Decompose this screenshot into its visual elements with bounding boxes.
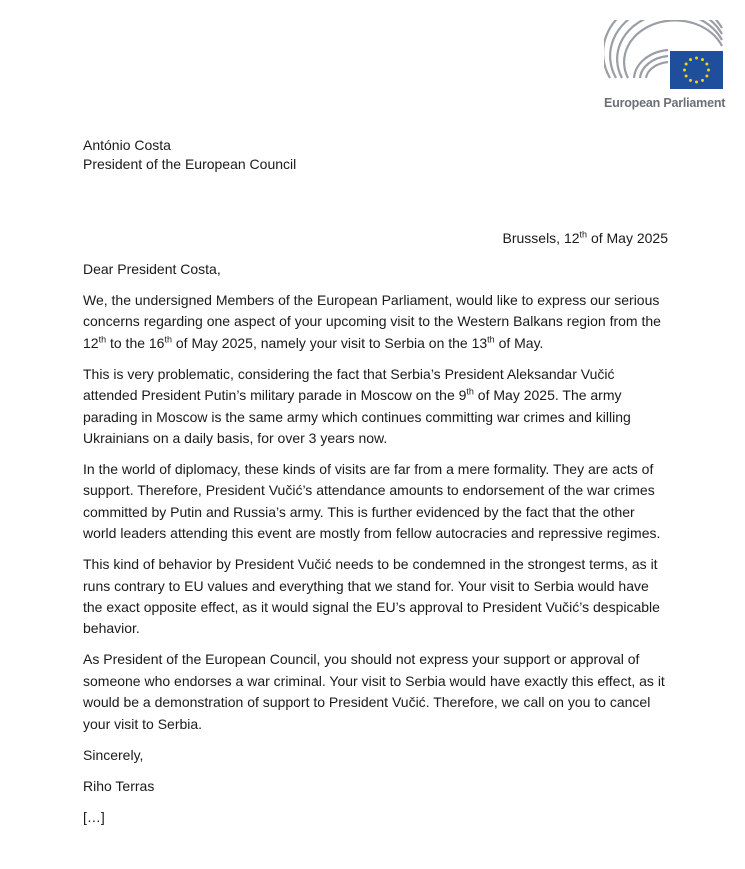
ordinal-sup: th xyxy=(487,334,495,345)
signature: Riho Terras xyxy=(83,777,155,794)
eu-star-icon xyxy=(689,79,692,82)
paragraph-1-text: We, the undersigned Members of the European Parliament, would like to express our serious concerns regarding one aspect of your upcoming visit to the Western Balkans region from the 12 xyxy=(83,292,661,351)
letter-date xyxy=(503,228,669,249)
eu-star-icon xyxy=(705,63,708,66)
closing: Sincerely, xyxy=(83,746,144,763)
logo-text: European Parliament xyxy=(604,96,726,110)
eu-star-icon xyxy=(695,57,698,60)
paragraph-5: As President of the European Council, you should not express your support or approval of someone who endorses a war criminal. Your visit to Serbia would have exactly this effect, as it would be a demonstration of support to President Vučić. Therefore, we call on you to cancel your visit to Serbia. xyxy=(83,651,665,732)
eu-star-icon xyxy=(683,69,686,72)
recipient-name: António Costa xyxy=(83,137,171,153)
paragraph-3: In the world of diplomacy, these kinds of visits are far from a mere formality. They are acts of support. Therefore, President Vučić’s attendance amounts to endorsement of the war crimes committed by Putin and Russia’s army. This is further evidenced by the fact that the other world leaders attending this event are mostly from fellow autocracies and repressive regimes. xyxy=(83,461,661,542)
eu-star-icon xyxy=(707,69,710,72)
paragraph-1-text: to the 16 xyxy=(106,334,165,351)
paragraph-4: This kind of behavior by President Vučić needs to be condemned in the strongest terms, as it runs contrary to EU values and everything that we stand for. Your visit to Serbia would have the exact opposite effect, as it would signal the EU’s approval to President Vučić’s despicable behavior. xyxy=(83,556,660,637)
paragraph-2-text: of May 2025. The army parading in Moscow is the same army which continues committing war crimes and killing Ukrainians on a daily basis, for over 3 years now. xyxy=(83,387,631,447)
salutation: Dear President Costa, xyxy=(83,261,221,277)
ordinal-sup: th xyxy=(98,334,107,345)
paragraph-1 xyxy=(83,290,669,354)
eu-star-icon xyxy=(701,58,704,61)
eu-star-icon xyxy=(695,81,698,84)
eu-star-icon xyxy=(685,63,688,66)
ordinal-sup: th xyxy=(466,386,474,397)
eu-star-icon xyxy=(701,79,704,82)
paragraph-2-text: This is very problematic, considering the fact that Serbia’s President Aleksandar Vučić attended President Putin’s military parade in Moscow on the 9 xyxy=(83,365,615,404)
date-prefix: Brussels, 12 xyxy=(502,230,580,246)
recipient-title: President of the European Council xyxy=(83,156,297,172)
recipient-block xyxy=(83,136,296,174)
ordinal-sup: th xyxy=(164,334,172,345)
paragraph-1-text: of May. xyxy=(494,334,544,351)
letter-body xyxy=(83,259,669,838)
eu-star-icon xyxy=(685,75,688,78)
paragraph-2 xyxy=(83,364,669,450)
date-ordinal: th xyxy=(579,229,588,240)
eu-star-icon xyxy=(689,58,692,61)
parliament-hemicycle-icon xyxy=(604,20,726,96)
date-suffix: of May 2025 xyxy=(587,230,668,246)
eu-star-icon xyxy=(705,75,708,78)
paragraph-1-text: of May 2025, namely your visit to Serbia on the 13 xyxy=(172,334,488,351)
ellipsis: […] xyxy=(83,808,105,825)
european-parliament-logo xyxy=(604,20,726,114)
